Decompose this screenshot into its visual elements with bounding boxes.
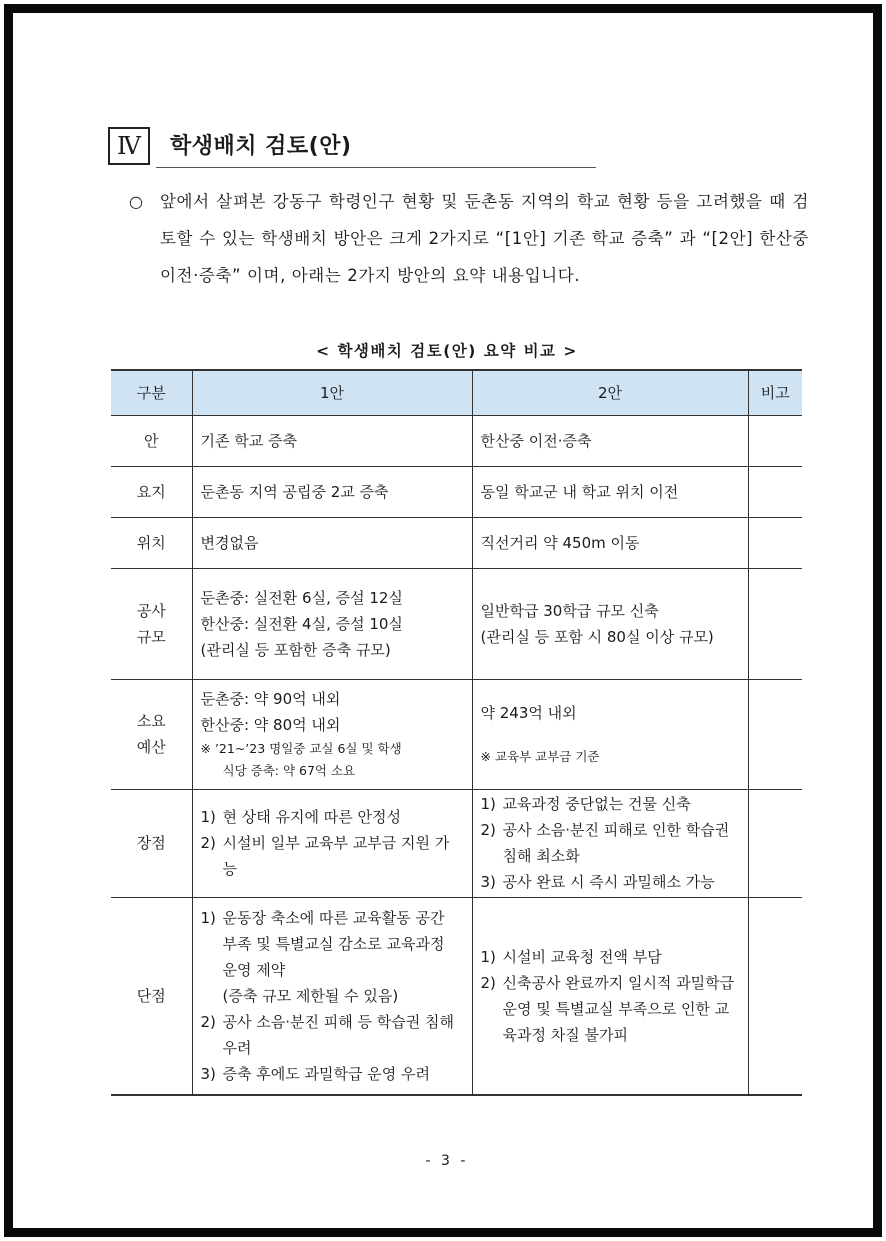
table-row xyxy=(111,415,802,466)
table-caption: < 학생배치 검토(안) 요약 비교 > xyxy=(316,342,578,360)
table-row xyxy=(111,517,802,568)
row-label: 장점 xyxy=(111,789,192,897)
table-row xyxy=(111,897,802,1095)
list-item: (증축 규모 제한될 수 있음) xyxy=(222,986,399,1005)
table-row xyxy=(111,466,802,517)
list-item: 2) 시설비 일부 교육부 교부금 지원 가능 xyxy=(200,834,450,878)
list-item: 1) 운동장 축소에 따른 교육활동 공간 부족 및 특별교실 감소로 교육과정 운영 제약 xyxy=(200,908,445,979)
page-number: - 3 - xyxy=(425,1153,469,1169)
intro-text: 앞에서 살펴본 강동구 학령인구 현황 및 둔촌동 지역의 학교 현황 등을 고려했을 때 검토할 수 있는 학생배치 방안은 크게 2가지로 “[1안] 기존 학교 증축” 과 “[2안] 한산중 이전·증축” 이며, 아래는 2가지 방안의 요약 내용입니다. xyxy=(160,192,809,285)
cell-plan-2: 직선거리 약 450m 이동 xyxy=(472,517,748,568)
cell-plan-1: 둔촌중: 약 90억 내외 한산중: 약 80억 내외 ※ ’21~’23 명일중 교실 6실 및 학생 식당 증축: 약 67억 소요 xyxy=(192,679,472,789)
cell-plan-2: 일반학급 30학급 규모 신축 (관리실 등 포함 시 80실 이상 규모) xyxy=(472,568,748,679)
row-label: 위치 xyxy=(111,517,192,568)
cell-plan-2: 약 243억 내외 ※ 교육부 교부금 기준 xyxy=(472,679,748,789)
row-label: 단점 xyxy=(111,897,192,1095)
table-header-row xyxy=(111,370,802,415)
section-number: Ⅳ xyxy=(108,127,150,165)
list-item: 3) 증축 후에도 과밀학급 운영 우려 xyxy=(200,1064,430,1083)
cell-plan-1 xyxy=(192,789,472,897)
cell-remarks xyxy=(748,897,802,1095)
cell-remarks xyxy=(748,517,802,568)
cell-plan-2 xyxy=(472,789,748,897)
section-title: 학생배치 검토(안) xyxy=(170,134,352,159)
bullet-circle-icon: ○ xyxy=(129,192,143,211)
cell-plan-2 xyxy=(472,897,748,1095)
cell-plan-1 xyxy=(192,897,472,1095)
intro-paragraph xyxy=(129,183,809,294)
header-category: 구분 xyxy=(111,370,192,415)
list-item: 2) 공사 소음·분진 피해로 인한 학습권 침해 최소화 xyxy=(480,821,730,865)
cell-remarks xyxy=(748,679,802,789)
cell-plan-2: 한산중 이전·증축 xyxy=(472,415,748,466)
section-heading xyxy=(108,121,608,173)
row-label: 소요 예산 xyxy=(111,679,192,789)
list-item: 1) 시설비 교육청 전액 부담 xyxy=(480,947,662,966)
list-item: 2) 공사 소음·분진 피해 등 학습권 침해 우려 xyxy=(200,1012,454,1057)
comparison-table xyxy=(111,369,802,1096)
header-plan-2: 2안 xyxy=(472,370,748,415)
cell-remarks xyxy=(748,568,802,679)
list-item: 1) 현 상태 유지에 따른 안정성 xyxy=(200,808,401,826)
table-row xyxy=(111,568,802,679)
page-frame xyxy=(4,4,882,1237)
row-label: 공사 규모 xyxy=(111,568,192,679)
header-remarks: 비고 xyxy=(748,370,802,415)
cell-remarks xyxy=(748,789,802,897)
row-label: 안 xyxy=(111,415,192,466)
table-row xyxy=(111,789,802,897)
list-item: 2) 신축공사 완료까지 일시적 과밀학급 운영 및 특별교실 부족으로 인한 교육과정 차질 불가피 xyxy=(480,973,735,1044)
cell-remarks xyxy=(748,466,802,517)
list-item: 3) 공사 완료 시 즉시 과밀해소 가능 xyxy=(480,873,715,891)
cell-plan-1: 둔촌동 지역 공립중 2교 증축 xyxy=(192,466,472,517)
page-content xyxy=(13,13,873,1228)
cell-plan-1: 둔촌중: 실전환 6실, 증설 12실 한산중: 실전환 4실, 증설 10실 (관리실 등 포함한 증축 규모) xyxy=(192,568,472,679)
list-item: 1) 교육과정 중단없는 건물 신축 xyxy=(480,795,691,813)
table-row xyxy=(111,679,802,789)
heading-underline xyxy=(156,167,596,168)
cell-plan-1: 변경없음 xyxy=(192,517,472,568)
row-label: 요지 xyxy=(111,466,192,517)
cell-plan-1: 기존 학교 증축 xyxy=(192,415,472,466)
cell-plan-2: 동일 학교군 내 학교 위치 이전 xyxy=(472,466,748,517)
cell-remarks xyxy=(748,415,802,466)
header-plan-1: 1안 xyxy=(192,370,472,415)
